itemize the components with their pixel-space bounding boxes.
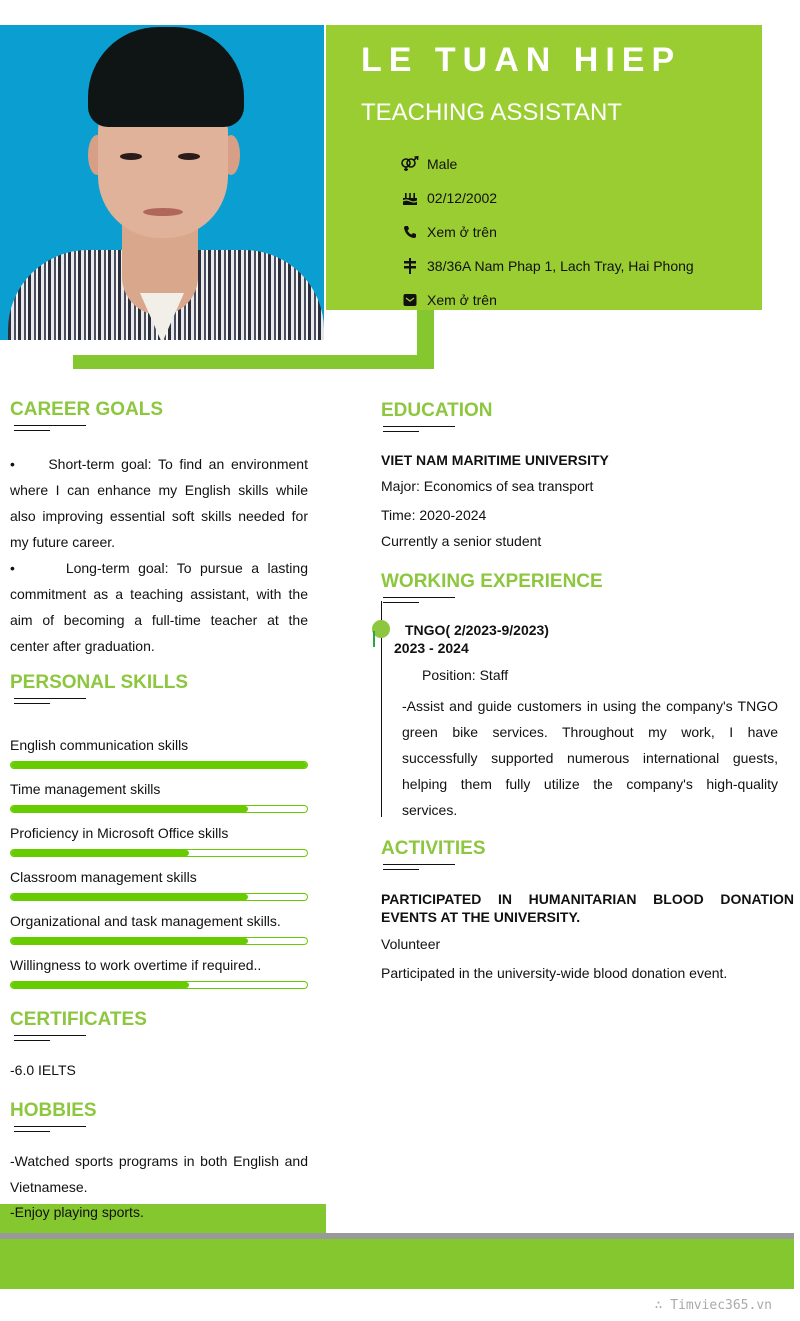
section-title: WORKING EXPERIENCE	[381, 571, 603, 592]
candidate-name: LE TUAN HIEP	[361, 41, 682, 79]
hobbies-highlight-strip	[0, 1204, 326, 1234]
hobbies-section	[10, 1100, 308, 1200]
bullet-icon: •	[10, 560, 66, 576]
education-status: Currently a senior student	[381, 533, 542, 549]
contact-gender	[400, 147, 694, 181]
career-goal-item: • Long-term goal: To pursue a lasting commitment as a teaching assistant, with the aim of becoming a full-time teacher at the center after graduation.	[10, 560, 308, 654]
photo-eye-left	[120, 153, 142, 160]
decorative-connector-horizontal	[73, 355, 434, 369]
career-goals-section	[10, 399, 308, 659]
timeline-marker	[373, 631, 375, 647]
profile-photo	[0, 25, 324, 340]
section-title: HOBBIES	[10, 1100, 97, 1121]
skill-progress-bar	[10, 937, 308, 945]
contact-address-value: 38/36A Nam Phap 1, Lach Tray, Hai Phong	[427, 258, 694, 274]
activity-role: Volunteer	[381, 936, 441, 952]
skill-progress-bar	[10, 849, 308, 857]
photo-hair	[88, 27, 244, 127]
skill-item: Proficiency in Microsoft Office skills	[10, 823, 308, 857]
birthday-cake-icon	[400, 190, 419, 207]
job-title: TEACHING ASSISTANT	[361, 99, 622, 126]
section-title: PERSONAL SKILLS	[10, 672, 189, 693]
skills-list	[10, 735, 308, 989]
photo-eye-right	[178, 153, 200, 160]
contact-phone	[400, 215, 694, 249]
activities-section	[381, 838, 794, 981]
skill-progress-bar	[10, 805, 308, 813]
career-goals-list	[10, 451, 308, 659]
section-divider	[381, 426, 794, 436]
certificates-section	[10, 1009, 308, 1083]
phone-icon	[400, 224, 419, 241]
experience-position: Position: Staff	[422, 667, 509, 683]
watermark-text: ∴ Timviec365.vn	[654, 1298, 772, 1313]
section-title: CERTIFICATES	[10, 1009, 147, 1030]
education-major: Major: Economics of sea transport	[381, 478, 594, 494]
section-divider	[10, 1035, 308, 1045]
email-icon	[400, 292, 419, 309]
career-goal-item: • Short-term goal: To find an environment where I can enhance my English skills while also improving essential soft skills needed for my future career.	[10, 456, 308, 550]
contact-birthday	[400, 181, 694, 215]
header-panel	[326, 25, 762, 310]
skill-item: Willingness to work overtime if required..	[10, 955, 308, 989]
skill-progress-bar	[10, 893, 308, 901]
section-divider	[381, 597, 794, 607]
activity-description: Participated in the university-wide blood donation event.	[381, 965, 728, 981]
skill-item: English communication skills	[10, 735, 308, 769]
hobby-item: -Watched sports programs in both English and Vietnamese.	[10, 1153, 308, 1195]
section-divider	[10, 1126, 308, 1136]
section-divider	[381, 864, 794, 874]
personal-skills-section	[10, 672, 308, 999]
experience-company: TNGO( 2/2023-9/2023)	[405, 622, 549, 638]
skill-item: Organizational and task management skills.	[10, 911, 308, 945]
skill-progress-bar	[10, 761, 308, 769]
gender-icon	[400, 156, 419, 173]
certificate-item: -6.0 IELTS	[10, 1062, 76, 1078]
address-signpost-icon	[400, 258, 419, 275]
footer-band	[0, 1239, 794, 1289]
section-title: EDUCATION	[381, 400, 493, 421]
contact-phone-value[interactable]: Xem ở trên	[427, 224, 497, 240]
education-section	[381, 400, 794, 549]
school-name: VIET NAM MARITIME UNIVERSITY	[381, 452, 609, 468]
skill-progress-bar	[10, 981, 308, 989]
contact-email	[400, 283, 694, 317]
bullet-icon: •	[10, 456, 49, 472]
skill-item: Time management skills	[10, 779, 308, 813]
hobby-item: -Enjoy playing sports.	[10, 1204, 144, 1220]
contact-list	[400, 147, 694, 317]
experience-description: -Assist and guide customers in using the company's TNGO green bike services. Throughout my work, I have successfully supported numerous international guests, helping them fully utilize the company's high-quality services.	[402, 698, 778, 818]
working-experience-section	[381, 571, 794, 818]
education-time: Time: 2020-2024	[381, 507, 487, 523]
contact-address	[400, 249, 694, 283]
photo-mouth	[143, 208, 183, 216]
section-divider	[10, 698, 308, 708]
contact-birthday-value: 02/12/2002	[427, 190, 498, 206]
section-title: ACTIVITIES	[381, 838, 486, 859]
section-title: CAREER GOALS	[10, 399, 164, 420]
section-divider	[10, 425, 308, 435]
skill-item: Classroom management skills	[10, 867, 308, 901]
contact-email-value[interactable]: Xem ở trên	[427, 292, 497, 308]
experience-period: 2023 - 2024	[394, 640, 469, 656]
activity-title: PARTICIPATED IN HUMANITARIAN BLOOD DONATION EVENTS AT THE UNIVERSITY.	[381, 891, 794, 925]
contact-gender-value: Male	[427, 156, 458, 172]
